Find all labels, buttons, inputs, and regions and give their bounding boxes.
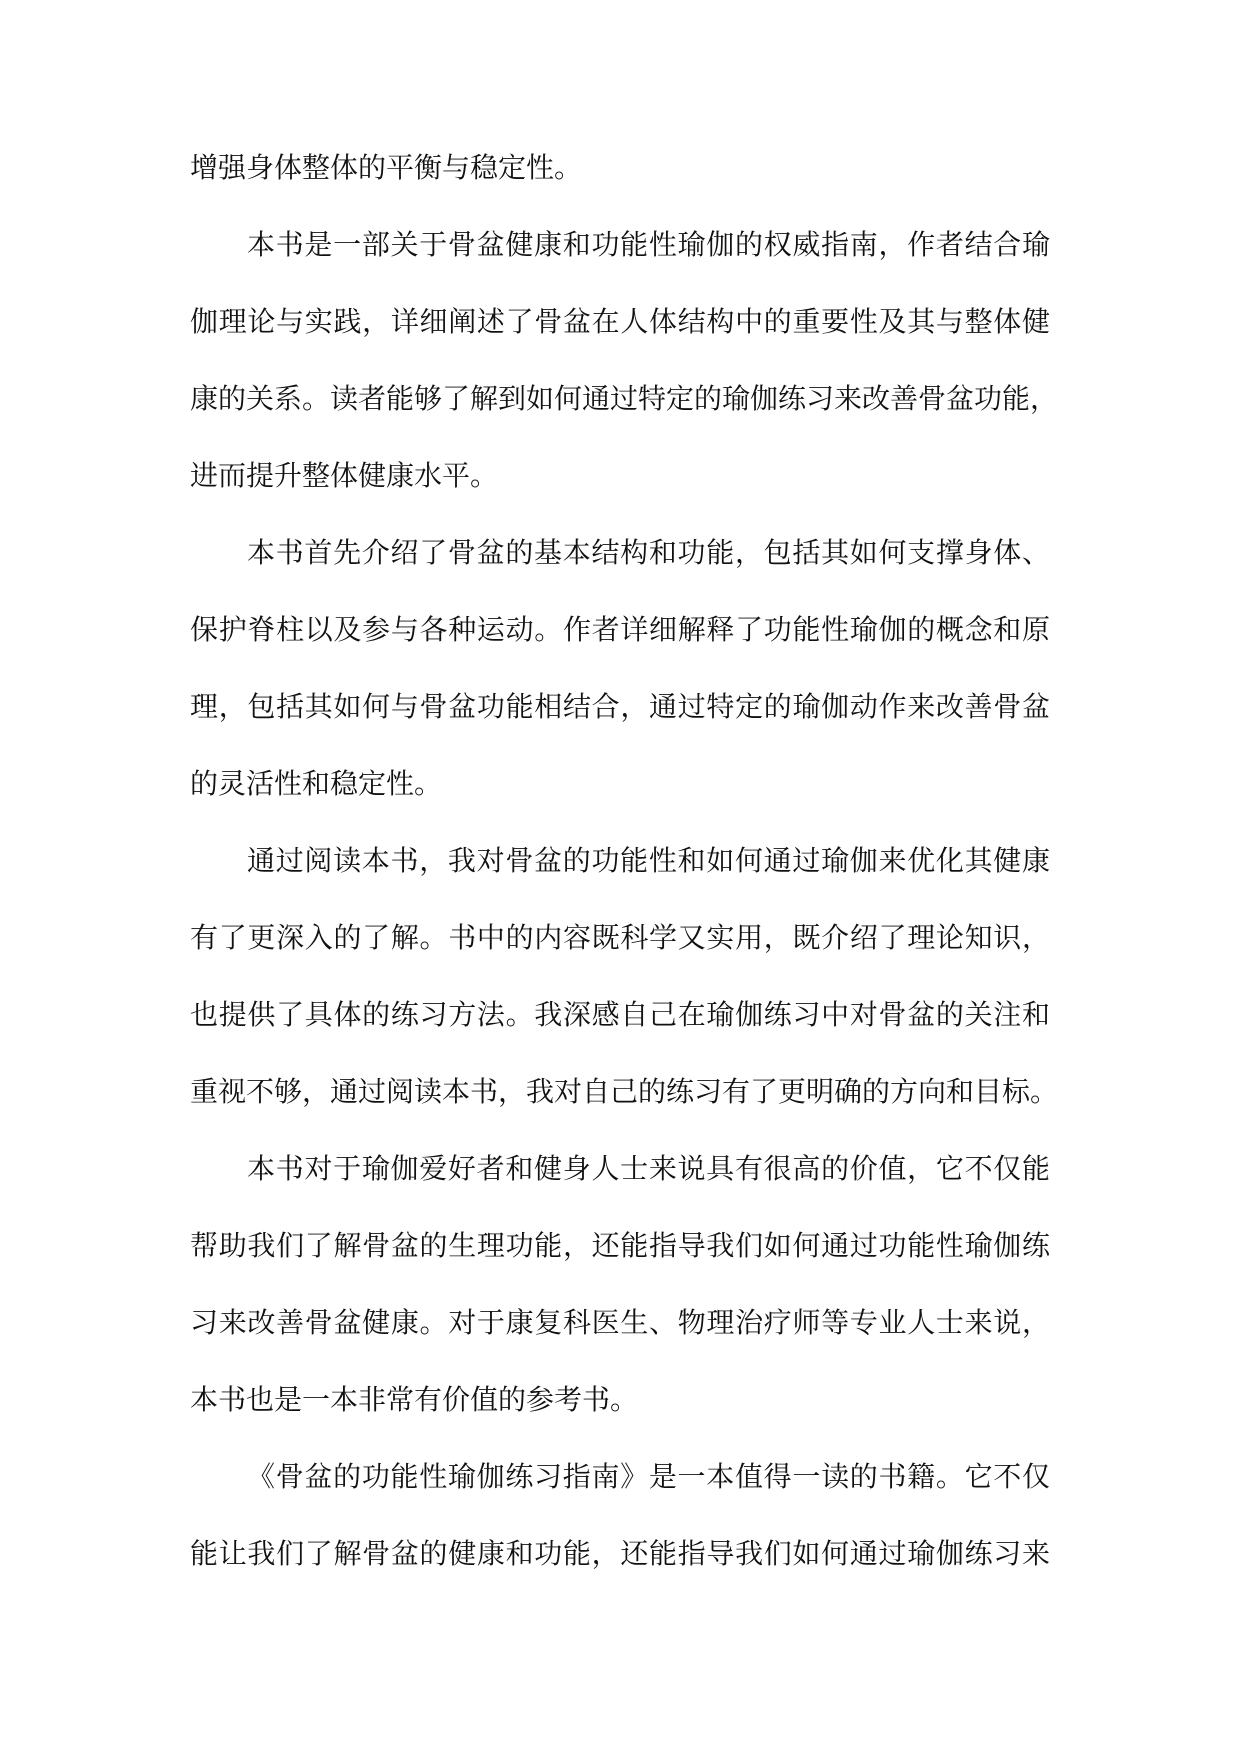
text-line: 帮助我们了解骨盆的生理功能，还能指导我们如何通过功能性瑜伽练 — [190, 1229, 1050, 1262]
paragraph-first-line: 本书是一部关于骨盆健康和功能性瑜伽的权威指南，作者结合瑜 — [247, 228, 1050, 261]
paragraph-first-line: 通过阅读本书，我对骨盆的功能性和如何通过瑜伽来优化其健康 — [247, 844, 1050, 877]
paragraph-first-line: 本书首先介绍了骨盆的基本结构和功能，包括其如何支撑身体、 — [247, 536, 1050, 569]
text-line: 也提供了具体的练习方法。我深感自己在瑜伽练习中对骨盆的关注和 — [190, 998, 1050, 1031]
paragraph-first-line: 本书对于瑜伽爱好者和健身人士来说具有很高的价值，它不仅能 — [247, 1152, 1050, 1185]
paragraph-first-line: 《骨盆的功能性瑜伽练习指南》是一本值得一读的书籍。它不仅 — [247, 1460, 1050, 1493]
text-line: 康的关系。读者能够了解到如何通过特定的瑜伽练习来改善骨盆功能， — [190, 382, 1059, 415]
text-line: 保护脊柱以及参与各种运动。作者详细解释了功能性瑜伽的概念和原 — [190, 613, 1050, 646]
text-line: 能让我们了解骨盆的健康和功能，还能指导我们如何通过瑜伽练习来 — [190, 1537, 1050, 1570]
text-line: 进而提升整体健康水平。 — [190, 459, 499, 492]
text-line: 的灵活性和稳定性。 — [190, 767, 443, 800]
text-line: 伽理论与实践，详细阐述了骨盆在人体结构中的重要性及其与整体健 — [190, 305, 1050, 338]
text-line: 增强身体整体的平衡与稳定性。 — [190, 151, 583, 184]
text-line: 习来改善骨盆健康。对于康复科医生、物理治疗师等专业人士来说， — [190, 1306, 1050, 1339]
text-line: 有了更深入的了解。书中的内容既科学又实用，既介绍了理论知识， — [190, 921, 1050, 954]
text-line: 理，包括其如何与骨盆功能相结合，通过特定的瑜伽动作来改善骨盆 — [190, 690, 1050, 723]
text-line: 本书也是一本非常有价值的参考书。 — [190, 1383, 639, 1416]
text-line: 重视不够，通过阅读本书，我对自己的练习有了更明确的方向和目标。 — [190, 1075, 1059, 1108]
